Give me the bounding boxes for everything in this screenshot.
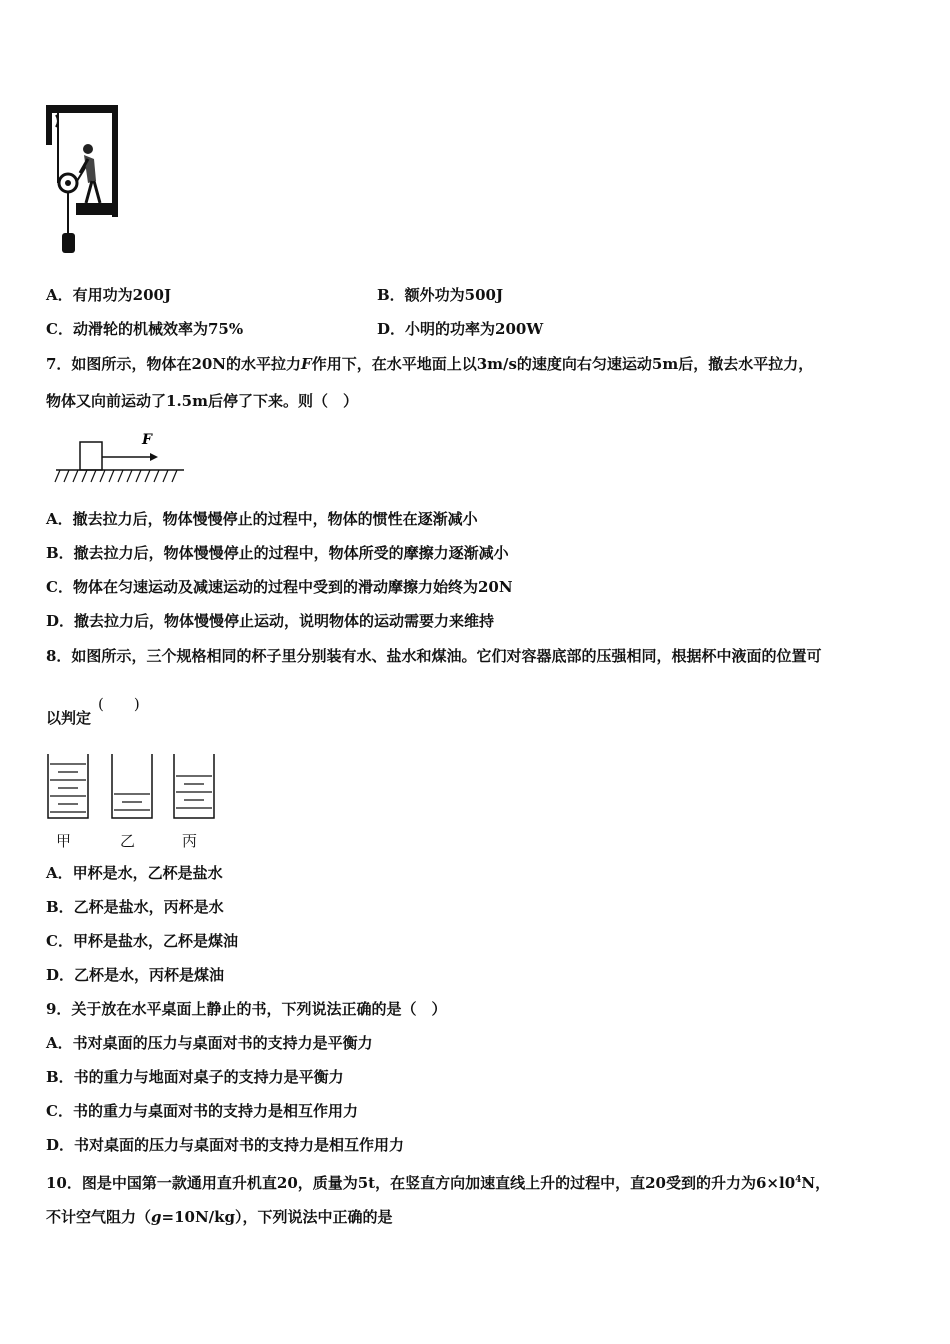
pulley-figure [44,103,120,261]
q7-option-d: D．撤去拉力后，物体慢慢停止运动，说明物体的运动需要力来维持 [46,612,495,630]
q10-exponent: 4 [795,1175,802,1185]
q9-option-c: C．书的重力与桌面对书的支持力是相互作用力 [46,1102,358,1120]
cup-label-jia: 甲 [56,832,72,850]
q8-paren: ( ) [98,695,140,713]
q10-stem-line2 [46,1207,393,1227]
q9-option-d: D．书对桌面的压力与桌面对书的支持力是相互作用力 [46,1136,405,1154]
q8-stem-line2: 以判定 [46,709,92,727]
q7-stem-post: 作用下，在水平地面上以3m/s的速度向右匀速运动5m后，撤去水平拉力， [311,355,814,373]
q10-line2-post: =10N/kg），下列说法中正确的是 [161,1208,393,1226]
q7-option-a: A．撤去拉力后，物体慢慢停止的过程中，物体的惯性在逐渐减小 [46,510,478,528]
force-label: F [142,432,152,448]
three-cups-figure [44,752,224,824]
q7-option-c: C．物体在匀速运动及减速运动的过程中受到的滑动摩擦力始终为20N [46,578,513,596]
q9-option-a: A．书对桌面的压力与桌面对书的支持力是平衡力 [46,1034,373,1052]
cup-label-yi: 乙 [120,832,136,850]
q6-option-a: A．有用功为200J [46,286,172,304]
cup-label-bing: 丙 [182,832,198,850]
q10-stem-pre: 10．图是中国第一款通用直升机直20，质量为5t，在竖直方向加速直线上升的过程中，直20受到的升力为6×l0 [46,1174,796,1192]
q8-stem-line1: 8．如图所示，三个规格相同的杯子里分别装有水、盐水和煤油。它们对容器底部的压强相同，根据杯中液面的位置可 [46,647,822,665]
q9-option-b: B．书的重力与地面对桌子的支持力是平衡力 [46,1068,344,1086]
q7-option-b: B．撤去拉力后，物体慢慢停止的过程中，物体所受的摩擦力逐渐减小 [46,544,509,562]
q7-stem-pre: 7．如图所示，物体在20N的水平拉力 [46,355,302,373]
q8-option-c: C．甲杯是盐水，乙杯是煤油 [46,932,238,950]
q8-option-d: D．乙杯是水，丙杯是煤油 [46,966,225,984]
q9-stem: 9．关于放在水平桌面上静止的书，下列说法正确的是（ ） [46,1000,447,1018]
q7-stem-var: F [301,355,312,373]
q6-option-d: D．小明的功率为200W [377,320,544,338]
q7-stem-line2: 物体又向前运动了1.5m后停了下来。则（ ） [46,392,358,410]
q10-stem-post: N， [801,1174,831,1192]
q10-line2-var: g [151,1208,162,1226]
q8-option-b: B．乙杯是盐水，丙杯是水 [46,898,224,916]
q7-stem-line1 [46,354,813,374]
q8-option-a: A．甲杯是水，乙杯是盐水 [46,864,223,882]
q10-stem-line1 [46,1170,830,1193]
block-force-figure [54,428,190,490]
q6-option-b: B．额外功为500J [377,286,504,304]
q10-line2-pre: 不计空气阻力（ [46,1208,152,1226]
q6-option-c: C．动滑轮的机械效率为75% [46,320,244,338]
